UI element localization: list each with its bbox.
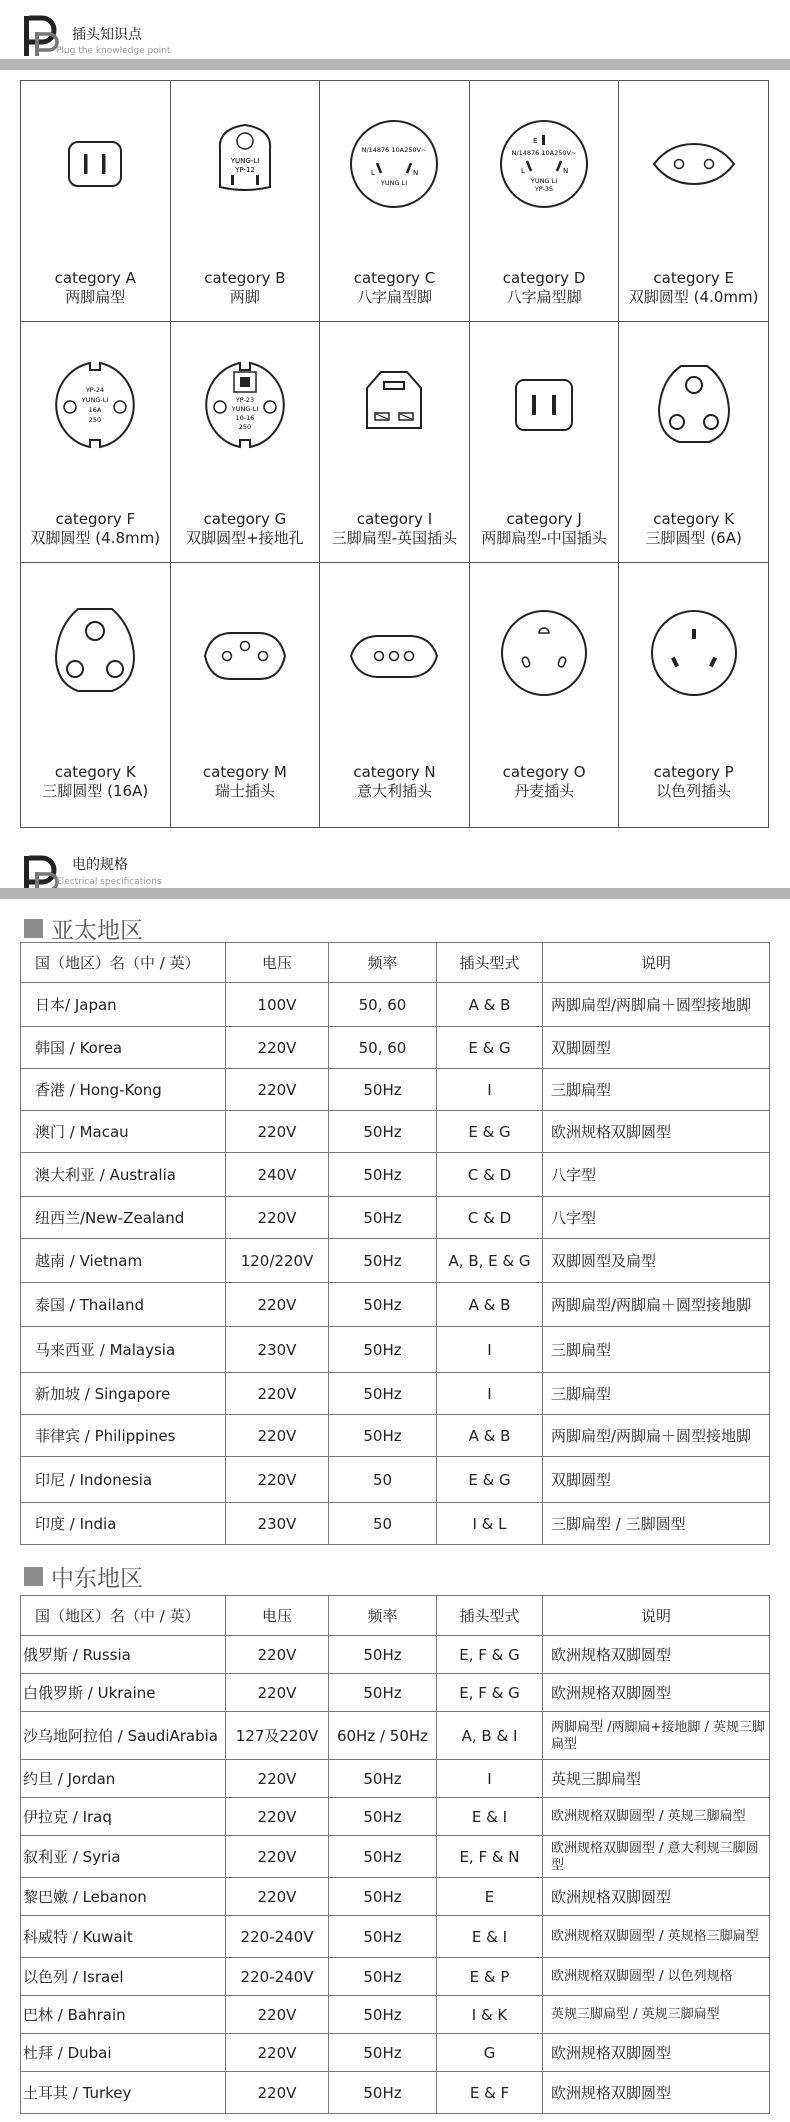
note-cell: 欧洲规格双脚圆型 — [543, 2072, 770, 2114]
section-divider — [0, 59, 790, 70]
table-row — [21, 1027, 770, 1069]
table-row — [21, 1415, 770, 1457]
plug-cell: C & D — [437, 1153, 543, 1197]
table-row — [21, 1239, 770, 1283]
marking: N/14876 10A250V~ — [362, 146, 427, 154]
voltage-cell: 220-240V — [226, 1958, 329, 1996]
marking: 16A — [88, 406, 102, 414]
plug-cell: E, F & G — [437, 1636, 543, 1674]
note-cell: 英规三脚扁型 — [543, 1760, 770, 1798]
note-cell: 欧洲规格双脚圆型 / 以色列规格 — [543, 1958, 770, 1996]
plug-desc: 三脚圆型 (16A) — [42, 782, 149, 800]
table-row — [21, 1996, 770, 2034]
note-cell: 欧洲规格双脚圆型 — [543, 1674, 770, 1712]
plug-cell: E, F & G — [437, 1674, 543, 1712]
country-cell: 伊拉克 / Iraq — [21, 1798, 226, 1836]
plug-g-icon — [190, 330, 300, 480]
section-title: 电的规格 — [72, 857, 128, 873]
country-cell: 沙乌地阿拉伯 / SaudiArabia — [21, 1712, 226, 1760]
plug-p-icon — [639, 571, 749, 721]
plug-d-icon — [489, 89, 599, 239]
marking: E — [533, 137, 538, 145]
country-cell: 杜拜 / Dubai — [21, 2034, 226, 2072]
table-row — [21, 1111, 770, 1153]
plug-category: category J — [506, 510, 582, 528]
note-cell: 三脚扁型 — [543, 1069, 770, 1111]
voltage-cell: 220V — [226, 1111, 329, 1153]
plug-category: category D — [502, 269, 586, 287]
table-row — [21, 1503, 770, 1545]
plug-c-icon — [339, 89, 449, 239]
plug-e-icon — [639, 89, 749, 239]
plug-desc: 两脚扁型 — [65, 288, 126, 306]
plug-i-icon — [339, 330, 449, 480]
plug-desc: 双脚圆型+接地孔 — [186, 529, 304, 547]
marking: 250 — [238, 423, 252, 431]
voltage-cell: 230V — [226, 1503, 329, 1545]
plug-desc: 三脚扁型-英国插头 — [331, 529, 458, 547]
freq-cell: 50Hz — [329, 1153, 437, 1197]
col-header-country: 国（地区）名（中 / 英） — [21, 943, 226, 983]
plug-category: category G — [203, 510, 287, 528]
freq-cell: 50Hz — [329, 1415, 437, 1457]
country-cell: 科威特 / Kuwait — [21, 1916, 226, 1958]
plug-cell — [320, 81, 470, 322]
voltage-cell: 220V — [226, 1457, 329, 1503]
col-header-voltage: 电压 — [226, 943, 329, 983]
plug-category: category E — [653, 269, 734, 287]
plug-cell: I — [437, 1760, 543, 1798]
table-row — [21, 1674, 770, 1712]
country-cell: 菲律宾 / Philippines — [21, 1415, 226, 1457]
marking: YUNG LI — [381, 179, 408, 187]
plug-cell — [469, 563, 619, 828]
col-header-note: 说明 — [543, 1596, 770, 1636]
note-cell: 两脚扁型 /两脚扁+接地脚 / 英规三脚扁型 — [543, 1712, 770, 1760]
marking: YP-24 — [86, 386, 105, 394]
plug-desc: 意大利插头 — [356, 782, 432, 800]
freq-cell: 50Hz — [329, 1636, 437, 1674]
plug-cell: E & I — [437, 1916, 543, 1958]
plug-cell: E — [437, 1878, 543, 1916]
note-cell: 双脚圆型及扁型 — [543, 1239, 770, 1283]
marking: N — [563, 167, 569, 175]
plug-cell: G — [437, 2034, 543, 2072]
country-cell: 日本/ Japan — [21, 983, 226, 1027]
marking: YUNG LI — [530, 177, 558, 185]
plug-cell: I — [437, 1069, 543, 1111]
table-row — [21, 1760, 770, 1798]
note-cell: 八字型 — [543, 1197, 770, 1239]
plug-cell: E & G — [437, 1457, 543, 1503]
table-row — [21, 2034, 770, 2072]
note-cell: 两脚扁型/两脚扁＋圆型接地脚 — [543, 983, 770, 1027]
plug-category: category I — [356, 510, 433, 528]
plug-cell — [469, 81, 619, 322]
table-row — [21, 1373, 770, 1415]
region-square-icon — [24, 919, 43, 938]
country-cell: 叙利亚 / Syria — [21, 1836, 226, 1878]
table-row — [21, 1798, 770, 1836]
voltage-cell: 220V — [226, 1836, 329, 1878]
plug-f-icon — [40, 330, 150, 480]
voltage-cell: 220V — [226, 1996, 329, 2034]
plug-cell: A & B — [437, 1283, 543, 1327]
section-header-electrical — [0, 840, 790, 904]
plug-cell: A & B — [437, 983, 543, 1027]
marking: 10-16 — [235, 414, 255, 422]
voltage-cell: 220V — [226, 1197, 329, 1239]
marking: 250 — [89, 416, 102, 424]
table-row — [21, 1958, 770, 1996]
plug-desc: 双脚圆型 (4.0mm) — [628, 288, 759, 306]
voltage-cell: 220V — [226, 2034, 329, 2072]
country-cell: 澳大利亚 / Australia — [21, 1153, 226, 1197]
table-row — [21, 1636, 770, 1674]
section-title: 插头知识点 — [72, 27, 142, 43]
note-cell: 两脚扁型/两脚扁＋圆型接地脚 — [543, 1283, 770, 1327]
section-subtitle: Electrical specifications — [56, 877, 162, 887]
freq-cell: 50Hz — [329, 1197, 437, 1239]
country-cell: 韩国 / Korea — [21, 1027, 226, 1069]
plug-k6-icon — [639, 330, 749, 480]
plug-cell — [21, 322, 171, 563]
col-header-country: 国（地区）名（中 / 英） — [21, 1596, 226, 1636]
voltage-cell: 220V — [226, 1283, 329, 1327]
note-cell: 双脚圆型 — [543, 1457, 770, 1503]
freq-cell: 50Hz — [329, 1996, 437, 2034]
plug-cell — [170, 81, 320, 322]
note-cell: 欧洲规格双脚圆型 — [543, 1636, 770, 1674]
country-cell: 印尼 / Indonesia — [21, 1457, 226, 1503]
freq-cell: 50, 60 — [329, 983, 437, 1027]
section-subtitle: Plug the knowledge point — [56, 46, 171, 56]
table-row — [21, 1712, 770, 1760]
freq-cell: 50Hz — [329, 1283, 437, 1327]
voltage-cell: 220V — [226, 1373, 329, 1415]
table-row — [21, 1283, 770, 1327]
plug-cell: A, B, E & G — [437, 1239, 543, 1283]
marking: N — [413, 169, 419, 177]
voltage-cell: 240V — [226, 1153, 329, 1197]
country-cell: 泰国 / Thailand — [21, 1283, 226, 1327]
note-cell: 欧洲规格双脚圆型 — [543, 2034, 770, 2072]
voltage-cell: 220-240V — [226, 1916, 329, 1958]
region-square-icon — [24, 1567, 43, 1586]
plug-k16-icon — [40, 571, 150, 721]
voltage-cell: 220V — [226, 1069, 329, 1111]
plug-cell: E & I — [437, 1798, 543, 1836]
voltage-cell: 120/220V — [226, 1239, 329, 1283]
plug-category: category O — [502, 763, 586, 781]
freq-cell: 50Hz — [329, 1373, 437, 1415]
freq-cell: 50Hz — [329, 1069, 437, 1111]
table-row — [21, 1916, 770, 1958]
plug-category: category P — [653, 763, 734, 781]
marking: YP-12 — [235, 166, 255, 174]
country-cell: 新加坡 / Singapore — [21, 1373, 226, 1415]
plug-cell — [619, 81, 769, 322]
plug-cell: I — [437, 1373, 543, 1415]
plug-cell — [619, 563, 769, 828]
plug-cell: I — [437, 1327, 543, 1373]
marking: YP-23 — [235, 396, 255, 404]
freq-cell: 50, 60 — [329, 1027, 437, 1069]
table-row — [21, 1153, 770, 1197]
freq-cell: 50 — [329, 1457, 437, 1503]
col-header-voltage: 电压 — [226, 1596, 329, 1636]
plug-cell — [619, 322, 769, 563]
col-header-freq: 频率 — [329, 1596, 437, 1636]
country-cell: 香港 / Hong-Kong — [21, 1069, 226, 1111]
table-row — [21, 2072, 770, 2114]
plug-category: category C — [353, 269, 436, 287]
col-header-plug: 插头型式 — [437, 943, 543, 983]
asia-spec-table — [20, 942, 770, 1545]
plug-category: category A — [54, 269, 136, 287]
plug-desc: 两脚 — [229, 288, 260, 306]
freq-cell: 50Hz — [329, 1836, 437, 1878]
marking: YP-35 — [534, 185, 554, 193]
table-row — [21, 1878, 770, 1916]
freq-cell: 50Hz — [329, 1878, 437, 1916]
note-cell: 欧洲规格双脚圆型 / 英规格三脚扁型 — [543, 1916, 770, 1958]
plug-desc: 丹麦插头 — [514, 782, 575, 800]
plug-category: category M — [202, 763, 287, 781]
marking: YUNG-LI — [230, 157, 260, 165]
plug-cell: E & P — [437, 1958, 543, 1996]
plug-desc: 双脚圆型 (4.8mm) — [30, 529, 161, 547]
plug-desc: 八字扁型脚 — [356, 288, 432, 306]
plug-cell — [170, 322, 320, 563]
plug-desc: 以色列插头 — [656, 782, 732, 800]
country-cell: 越南 / Vietnam — [21, 1239, 226, 1283]
plug-cell — [170, 563, 320, 828]
plug-o-icon — [489, 571, 599, 721]
freq-cell: 50Hz — [329, 1327, 437, 1373]
country-cell: 马来西亚 / Malaysia — [21, 1327, 226, 1373]
plug-cell — [320, 563, 470, 828]
country-cell: 以色列 / Israel — [21, 1958, 226, 1996]
col-header-plug: 插头型式 — [437, 1596, 543, 1636]
note-cell: 英规三脚扁型 / 英规三脚扁型 — [543, 1996, 770, 2034]
plug-desc: 两脚扁型-中国插头 — [481, 529, 607, 547]
note-cell: 三脚扁型 — [543, 1373, 770, 1415]
freq-cell: 50Hz — [329, 2072, 437, 2114]
plug-desc: 瑞士插头 — [214, 782, 275, 800]
plug-n-icon — [339, 571, 449, 721]
freq-cell: 50 — [329, 1503, 437, 1545]
country-cell: 巴林 / Bahrain — [21, 1996, 226, 2034]
freq-cell: 50Hz — [329, 2034, 437, 2072]
freq-cell: 50Hz — [329, 1239, 437, 1283]
plug-cell: E, F & N — [437, 1836, 543, 1878]
plug-j-icon — [489, 330, 599, 480]
country-cell: 纽西兰/New-Zealand — [21, 1197, 226, 1239]
voltage-cell: 100V — [226, 983, 329, 1027]
note-cell: 欧洲规格双脚圆型 — [543, 1878, 770, 1916]
freq-cell: 50Hz — [329, 1798, 437, 1836]
plug-cell: E & G — [437, 1027, 543, 1069]
country-cell: 印度 / India — [21, 1503, 226, 1545]
table-row — [21, 1197, 770, 1239]
plug-type-grid — [20, 80, 769, 828]
marking: N/14876 10A250V~ — [511, 149, 577, 157]
plug-m-icon — [190, 571, 300, 721]
freq-cell: 50Hz — [329, 1111, 437, 1153]
note-cell: 三脚扁型 / 三脚圆型 — [543, 1503, 770, 1545]
mideast-spec-table — [20, 1595, 770, 2114]
section-header-plugs — [0, 0, 790, 64]
marking: L — [521, 167, 525, 175]
plug-cell — [21, 81, 171, 322]
table-header-row — [21, 1596, 770, 1636]
marking: L — [371, 169, 376, 177]
col-header-note: 说明 — [543, 943, 770, 983]
note-cell: 欧洲规格双脚圆型 — [543, 1111, 770, 1153]
region-title-asia — [24, 912, 143, 945]
plug-category: category K — [653, 510, 735, 528]
plug-cell: E & F — [437, 2072, 543, 2114]
note-cell: 欧洲规格双脚圆型 / 意大利规三脚圆型 — [543, 1836, 770, 1878]
plug-cell — [469, 322, 619, 563]
plug-category: category F — [55, 510, 136, 528]
plug-cell: I & K — [437, 1996, 543, 2034]
country-cell: 约旦 / Jordan — [21, 1760, 226, 1798]
region-title-text: 亚太地区 — [51, 918, 143, 944]
note-cell: 八字型 — [543, 1153, 770, 1197]
voltage-cell: 220V — [226, 2072, 329, 2114]
plug-category: category N — [353, 763, 436, 781]
freq-cell: 50Hz — [329, 1958, 437, 1996]
freq-cell: 60Hz / 50Hz — [329, 1712, 437, 1760]
plug-cell: E & G — [437, 1111, 543, 1153]
table-header-row — [21, 943, 770, 983]
plug-cell — [320, 322, 470, 563]
plug-category: category K — [54, 763, 136, 781]
voltage-cell: 127及220V — [226, 1712, 329, 1760]
plug-category: category B — [204, 269, 286, 287]
table-row — [21, 1457, 770, 1503]
freq-cell: 50Hz — [329, 1760, 437, 1798]
plug-cell: I & L — [437, 1503, 543, 1545]
country-cell: 黎巴嫩 / Lebanon — [21, 1878, 226, 1916]
freq-cell: 50Hz — [329, 1916, 437, 1958]
table-row — [21, 1327, 770, 1373]
voltage-cell: 220V — [226, 1636, 329, 1674]
voltage-cell: 220V — [226, 1674, 329, 1712]
note-cell: 欧洲规格双脚圆型 / 英规三脚扁型 — [543, 1798, 770, 1836]
plug-b-icon — [190, 89, 300, 239]
table-row — [21, 983, 770, 1027]
marking: YUNG-LI — [231, 405, 259, 413]
col-header-freq: 频率 — [329, 943, 437, 983]
marking: YUNG-LI — [82, 396, 109, 404]
freq-cell: 50Hz — [329, 1674, 437, 1712]
plug-desc: 三脚圆型 (6A) — [645, 529, 742, 547]
voltage-cell: 220V — [226, 1027, 329, 1069]
plug-cell — [21, 563, 171, 828]
country-cell: 澳门 / Macau — [21, 1111, 226, 1153]
note-cell: 三脚扁型 — [543, 1327, 770, 1373]
plug-desc: 八字扁型脚 — [506, 288, 582, 306]
plug-cell: C & D — [437, 1197, 543, 1239]
region-title-text: 中东地区 — [51, 1566, 143, 1592]
voltage-cell: 220V — [226, 1878, 329, 1916]
table-row — [21, 1069, 770, 1111]
country-cell: 俄罗斯 / Russia — [21, 1636, 226, 1674]
plug-cell: A & B — [437, 1415, 543, 1457]
country-cell: 土耳其 / Turkey — [21, 2072, 226, 2114]
voltage-cell: 220V — [226, 1798, 329, 1836]
plug-a-icon — [40, 89, 150, 239]
note-cell: 双脚圆型 — [543, 1027, 770, 1069]
section-divider — [0, 888, 790, 899]
table-row — [21, 1836, 770, 1878]
voltage-cell: 230V — [226, 1327, 329, 1373]
country-cell: 白俄罗斯 / Ukraine — [21, 1674, 226, 1712]
region-title-mideast — [24, 1560, 143, 1593]
note-cell: 两脚扁型/两脚扁＋圆型接地脚 — [543, 1415, 770, 1457]
plug-cell: A, B & I — [437, 1712, 543, 1760]
voltage-cell: 220V — [226, 1415, 329, 1457]
voltage-cell: 220V — [226, 1760, 329, 1798]
